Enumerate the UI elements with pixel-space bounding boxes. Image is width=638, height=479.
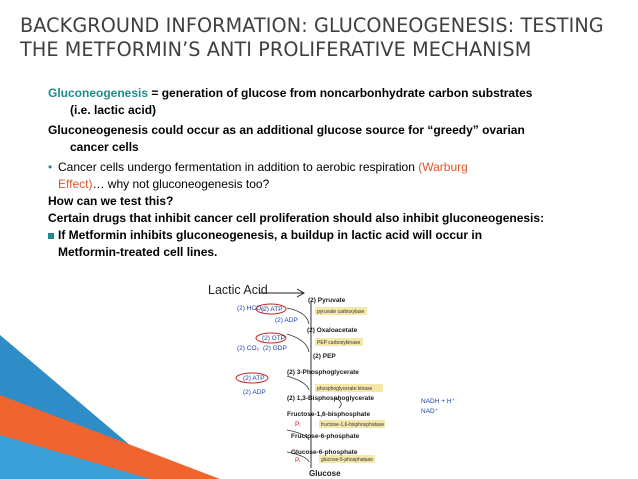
- definition-text: = generation of glucose from noncarbonhydrate carbon substrates: [148, 86, 533, 100]
- term-gluconeogenesis: Gluconeogenesis: [48, 86, 149, 100]
- hypothesis-paragraph: [48, 122, 608, 156]
- metabolite-3-phosphoglycerate: (2) 3-Phosphoglycerate: [287, 369, 359, 376]
- warburg-text: Cancer cells undergo fermentation in addition to aerobic respiration: [58, 160, 419, 174]
- metabolite-pyruvate: (2) Pyruvate: [308, 297, 346, 304]
- phosphate-2: Pᵢ: [295, 457, 301, 464]
- title-line-1: BACKGROUND INFORMATION: GLUCONEOGENESIS: TESTING: [20, 14, 604, 37]
- metformin-line-1: If Metformin inhibits gluconeogenesis, a buildup in lactic acid will occur in: [58, 228, 483, 242]
- square-bullet-icon: [48, 233, 54, 239]
- hypothesis-line-2: cancer cells: [70, 140, 139, 154]
- gluconeogenesis-pathway-diagram: [235, 290, 465, 478]
- cofactor-nadh: NADH + H⁺: [421, 398, 455, 405]
- slide-title: [20, 14, 620, 62]
- corner-decoration: [0, 335, 240, 479]
- metabolite-oxaloacetate: (2) Oxaloacetate: [307, 327, 358, 334]
- bullet-dot: •: [48, 160, 53, 174]
- warburg-bullet: [48, 159, 608, 193]
- test-question: How can we test this?: [48, 194, 174, 208]
- warburg-term: (Warburg: [418, 160, 468, 174]
- hypothesis-line-1: Gluconeogenesis could occur as an additional glucose source for “greedy” ovarian: [48, 123, 525, 137]
- drug-statement: Certain drugs that inhibit cancer cell proliferation should also inhibit gluconeogenesis:: [48, 211, 545, 225]
- cofactor-atp-1: (2) ATP: [261, 306, 283, 313]
- cofactor-nad: NAD⁺: [421, 408, 439, 415]
- slide-body: [48, 85, 608, 261]
- metformin-line-2: Metformin-treated cell lines.: [58, 245, 218, 259]
- metformin-bullet: [48, 227, 608, 261]
- enzyme-glucose-6-phosphatase: glucose-6-phosphatase: [321, 457, 373, 463]
- cofactor-gtp: (2) GTP: [262, 335, 286, 342]
- metabolite-hco3: (2) HCO₃⁻: [237, 305, 268, 312]
- metabolite-bisphosphoglycerate: (2) 1,3-Bisphosphoglycerate: [287, 395, 375, 402]
- enzyme-phosphoglycerate-kinase: phosphoglycerate kinase: [317, 386, 373, 392]
- enzyme-pyruvate-carboxylase: pyruvate carboxylase: [317, 309, 365, 315]
- metabolite-fructose-6-phosphate: Fructose-6-phosphate: [291, 433, 360, 440]
- warburg-question: … why not gluconeogenesis too?: [92, 177, 270, 191]
- metabolite-glucose: Glucose: [309, 469, 341, 478]
- enzyme-fructose-bisphosphatase: fructose-1,6-bisphosphatase: [321, 422, 385, 428]
- warburg-line-1: [58, 159, 608, 176]
- metabolite-glucose-6-phosphate: Glucose-6-phosphate: [291, 449, 358, 456]
- warburg-line-2: [58, 176, 608, 193]
- cofactor-atp-2: (2) ATP: [243, 375, 265, 382]
- title-line-2: THE METFORMIN’S ANTI PROLIFERATIVE MECHANISM: [20, 38, 532, 61]
- cofactor-adp-2: (2) ADP: [243, 389, 266, 396]
- metabolite-pep: (2) PEP: [313, 353, 336, 360]
- phosphate-1: Pᵢ: [295, 421, 301, 428]
- definition-paragraph: [48, 85, 608, 119]
- cofactor-adp-1: (2) ADP: [275, 317, 298, 324]
- metabolite-fructose-1-6-bisphosphate: Fructose-1,6-bisphosphate: [287, 411, 371, 418]
- enzyme-pep-carboxykinase: PEP carboxykinase: [317, 340, 361, 346]
- cofactor-gdp: (2) GDP: [263, 345, 287, 352]
- lactic-acid-annotation: Lactic Acid: [208, 283, 268, 297]
- definition-example: (i.e. lactic acid): [70, 103, 157, 117]
- metabolite-co2: (2) CO₂: [237, 345, 260, 352]
- warburg-term-end: Effect): [58, 177, 93, 191]
